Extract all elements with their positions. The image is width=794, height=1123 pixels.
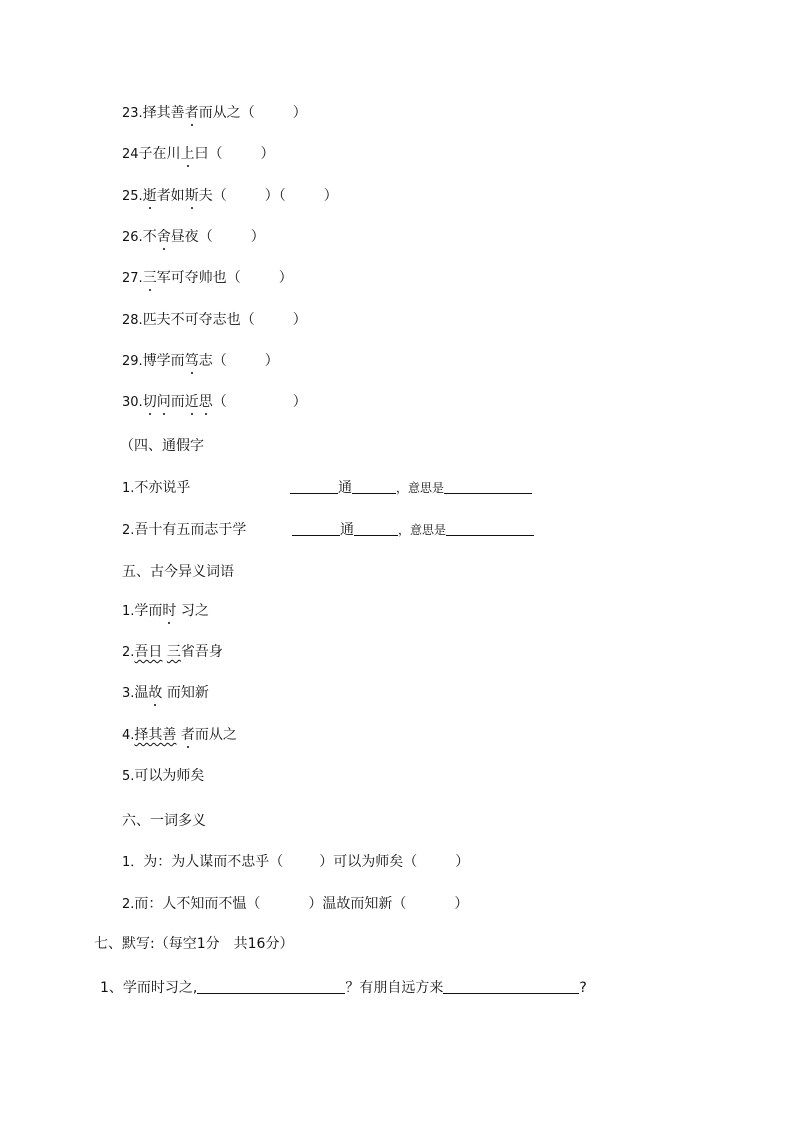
answer-paren-close[interactable]: ）: [250, 229, 265, 245]
duoyi-item-2: [122, 895, 468, 914]
answer-paren-close[interactable]: ）: [278, 270, 293, 286]
answer-paren-open: （: [240, 105, 255, 121]
answer-paren-close[interactable]: ）: [292, 394, 307, 410]
tongjia-answer-1: [290, 479, 532, 497]
moxie-item-1: [100, 979, 587, 997]
tong-label: 通: [338, 480, 352, 496]
answer-paren-close[interactable]: ）: [292, 312, 307, 328]
meaning-label: ，意思是: [396, 481, 445, 495]
item-30: [122, 393, 307, 412]
item-text: 学而时 习之: [134, 603, 209, 619]
answer-paren-close[interactable]: ）: [264, 188, 279, 204]
answer-paren-close[interactable]: ）: [308, 896, 323, 912]
item-number: 1.: [122, 481, 135, 496]
item-number: 1、: [100, 980, 123, 996]
blank-field[interactable]: [197, 979, 345, 994]
gujin-item-3: [122, 684, 209, 703]
answer-paren-open: （: [212, 188, 227, 204]
item-text: 温故 而知新: [134, 685, 209, 701]
tongjia-item-1: [122, 479, 190, 498]
blank-field[interactable]: [446, 521, 534, 536]
duoyi-item-1: [122, 853, 469, 872]
item-text: 切问而近思: [142, 394, 213, 410]
blank-field[interactable]: [443, 979, 579, 994]
answer-paren-close-2[interactable]: ）: [454, 896, 469, 912]
item-28: [122, 311, 307, 330]
section6-heading: 六、一词多义: [122, 813, 206, 829]
item-text: 吾日 三省吾身: [134, 644, 223, 660]
gujin-item-2: [122, 643, 223, 662]
answer-paren-open: （: [226, 270, 241, 286]
section5-heading: 五、古今异义词语: [122, 564, 234, 580]
item-text: 逝者如斯夫: [142, 188, 213, 204]
item-number: 30.: [122, 395, 143, 410]
item-text: 匹夫不可夺志也: [142, 312, 241, 328]
item-text: 择其善者而从之: [142, 105, 241, 121]
answer-paren-close[interactable]: ）: [264, 353, 279, 369]
item-23: [122, 104, 307, 123]
tongjia-item-2: [122, 521, 246, 540]
answer-paren-close[interactable]: ）: [292, 105, 307, 121]
item-number: 29.: [122, 354, 143, 369]
item-number: 2.: [122, 645, 135, 660]
meaning-label: ，意思是: [398, 523, 447, 537]
tong-label: 通: [340, 522, 354, 538]
item-text: 吾十有五而志于学: [134, 522, 247, 538]
item-label: 为：: [143, 854, 172, 870]
blank-field[interactable]: [292, 521, 340, 536]
item-text: 博学而笃志: [142, 353, 213, 369]
answer-paren-close[interactable]: ）: [319, 854, 334, 870]
section4-heading: （四、通假字: [120, 438, 204, 454]
section7-heading: 七、默写:（每空1分 共16分）: [94, 936, 294, 952]
item-text-b: ？有朋自远方来: [345, 980, 444, 996]
example-a: 为人谋而不忠乎（: [171, 854, 284, 870]
item-number: 28.: [122, 313, 143, 328]
item-number: 2.: [122, 897, 135, 912]
item-26: [122, 228, 265, 247]
item-number: 1．: [122, 855, 144, 870]
gujin-item-1: [122, 602, 209, 621]
item-number: 26.: [122, 230, 143, 245]
item-24: [122, 145, 275, 164]
item-number: 3.: [122, 686, 135, 701]
item-number: 25.: [122, 189, 143, 204]
blank-field[interactable]: [354, 521, 398, 536]
example-b: 温故而知新（: [322, 896, 407, 912]
blank-field[interactable]: [290, 479, 338, 494]
item-text: 不舍昼夜: [142, 229, 199, 245]
item-label: 而：: [134, 896, 163, 912]
item-text-a: 学而时习之,: [122, 980, 198, 996]
answer-paren-open: （: [240, 312, 255, 328]
answer-paren-open: （: [212, 353, 227, 369]
item-29: [122, 352, 279, 371]
item-number: 24: [122, 147, 139, 162]
example-b: 可以为师矣（: [333, 854, 418, 870]
item-number: 1.: [122, 604, 135, 619]
item-text: 择其善 者而从之: [134, 727, 237, 743]
blank-field[interactable]: [444, 479, 532, 494]
answer-paren-close[interactable]: ）: [260, 146, 275, 162]
answer-paren-open: （: [198, 229, 213, 245]
answer-paren-open: （: [208, 146, 223, 162]
gujin-item-5: [122, 767, 204, 786]
tongjia-answer-2: [292, 521, 534, 539]
answer-paren-close-2[interactable]: ）: [455, 854, 470, 870]
item-number: 27.: [122, 271, 143, 286]
item-number: 23.: [122, 106, 143, 121]
item-number: 2.: [122, 523, 135, 538]
answer-paren-open: （: [212, 394, 227, 410]
gujin-item-4: [122, 726, 237, 745]
item-number: 5.: [122, 769, 135, 784]
item-25: [122, 187, 338, 206]
item-text: 可以为师矣: [134, 768, 205, 784]
item-text: 三军可夺帅也: [142, 270, 227, 286]
item-number: 4.: [122, 728, 135, 743]
item-text: 不亦说乎: [134, 480, 191, 496]
answer-paren-open-2: （: [278, 188, 286, 204]
item-27: [122, 269, 293, 288]
item-text: 子在川上曰: [138, 146, 209, 162]
answer-paren-close-2[interactable]: ）: [323, 188, 338, 204]
item-text-c: ?: [579, 980, 587, 996]
blank-field[interactable]: [352, 479, 396, 494]
example-a: 人不知而不愠（: [162, 896, 261, 912]
